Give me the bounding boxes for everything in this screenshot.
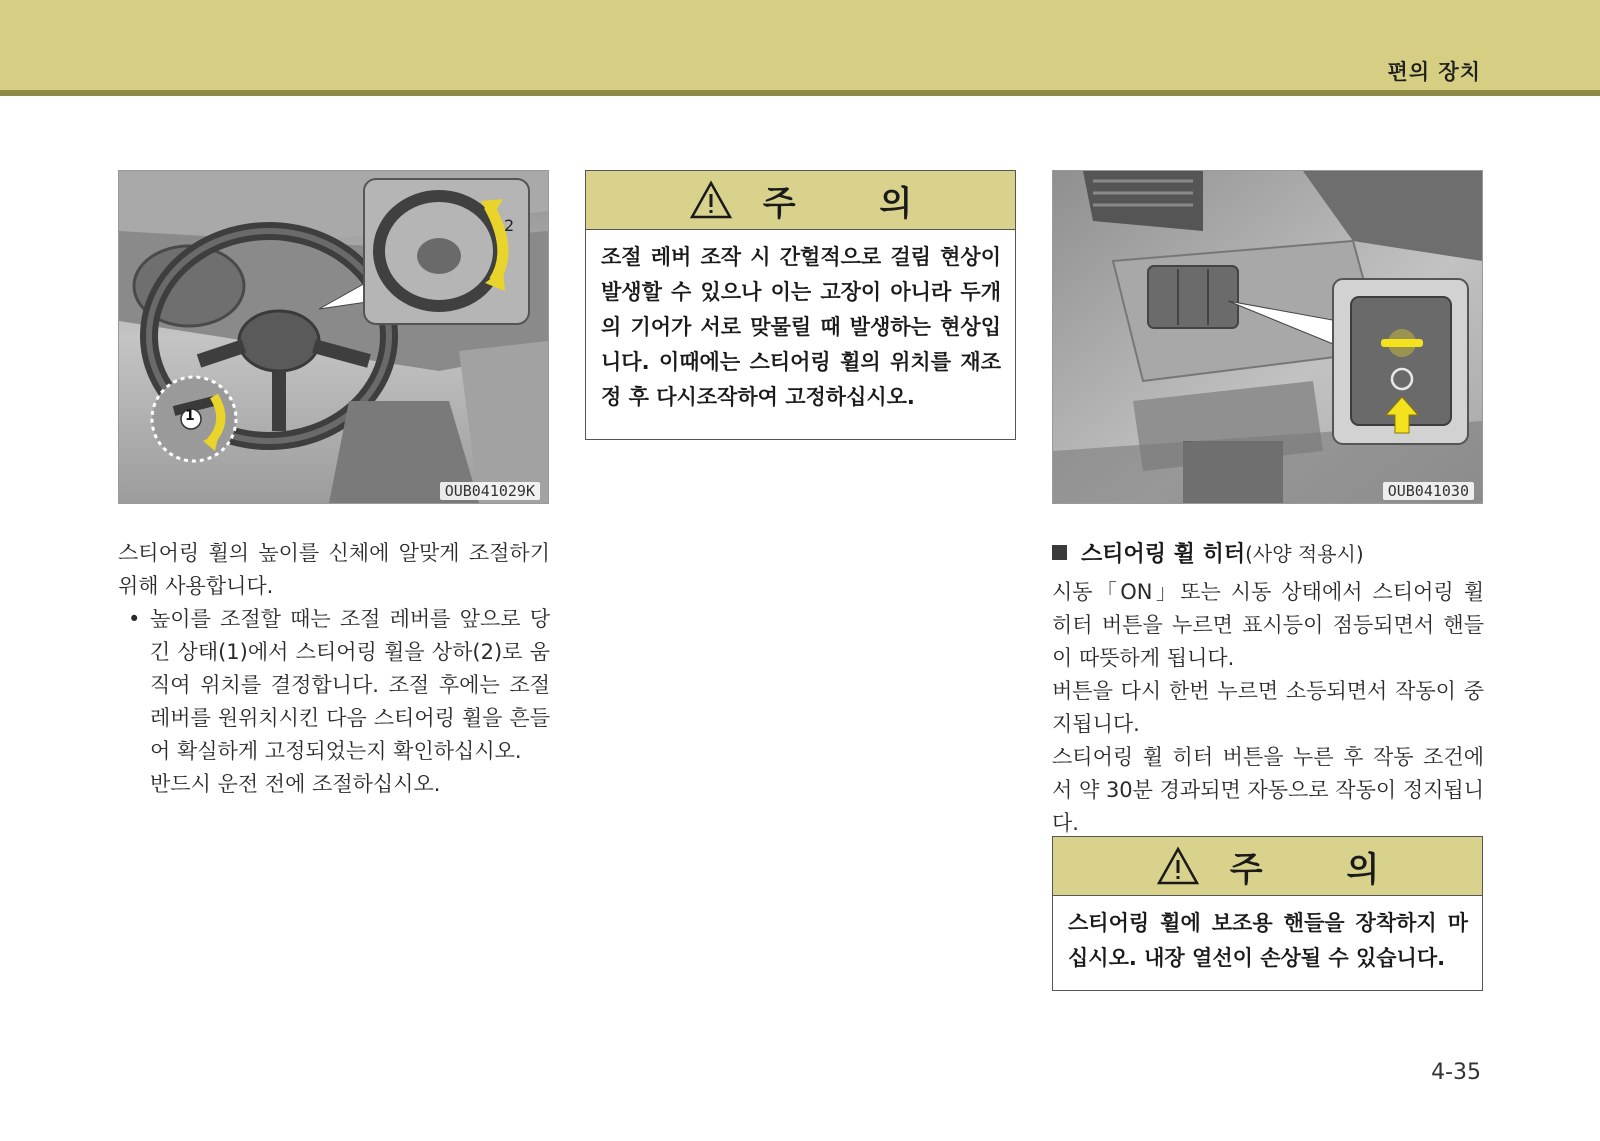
heater-description [1052,537,1484,840]
caution-title: 주 의 [762,183,949,224]
heater-button-illustration [1053,171,1482,503]
intro-paragraph: 스티어링 휠의 높이를 신체에 알맞게 조절하기 위해 사용합니다. [118,541,550,598]
caution-box-lever [585,170,1016,440]
caution-text: 스티어링 휠에 보조용 핸들을 장착하지 마십시오. 내장 열선이 손상될 수 있습니다. [1068,911,1468,970]
page-number: 4-35 [1431,1060,1481,1085]
header-band [0,0,1600,90]
warning-triangle-icon [1156,846,1200,886]
heading-square-icon [1052,545,1067,560]
caution-box-auxiliary-handle [1052,836,1483,991]
figure-code: OUB041030 [1383,482,1474,500]
callout-2-label: 2 [504,216,515,235]
note-line: 반드시 운전 전에 조절하십시오. [150,772,441,796]
steering-adjust-figure [118,170,549,504]
heater-heading [1052,537,1484,572]
heading-note: (사양 적용시) [1245,542,1364,566]
callout-1-label: 1 [185,408,195,424]
caution-text: 조절 레버 조작 시 간헐적으로 걸림 현상이 발생할 수 있으나 이는 고장이 아니라 두개의 기어가 서로 맞물릴 때 발생하는 현상입니다. 이때에는 스티어링 휠의 위치를 재조정 후 다시조작하여 고정하십시오. [601,245,1001,409]
heading-title: 스티어링 휠 히터 [1081,542,1246,567]
caution-header [1053,837,1482,896]
steering-adjust-description [118,537,550,801]
paragraph-auto-stop: 스티어링 휠 히터 버튼을 누른 후 작동 조건에서 약 30분 경과되면 자동으로 작동이 정지됩니다. [1052,745,1484,835]
paragraph-off: 버튼을 다시 한번 누르면 소등되면서 작동이 중지됩니다. [1052,679,1484,736]
caution-title: 주 의 [1229,849,1416,890]
bullet-text: 높이를 조절할 때는 조절 레버를 앞으로 당긴 상태(1)에서 스티어링 휠을 상하(2)로 움직여 위치를 결정합니다. 조절 후에는 조절 레버를 원위치시킨 다음 스티어링 휠을 흔들어 확실하게 고정되었는지 확인하십시오. [150,607,550,763]
bullet-item [118,603,550,768]
paragraph-on: 시동「ON」또는 시동 상태에서 스티어링 휠 히터 버튼을 누르면 표시등이 점등되면서 핸들이 따뜻하게 됩니다. [1052,580,1484,670]
caution-header [586,171,1015,230]
section-title: 편의 장치 [1387,60,1481,84]
bullet-mark: • [128,607,141,631]
heater-button-figure [1052,170,1483,504]
figure-code: OUB041029K [440,482,540,500]
header-rule [0,90,1600,96]
steering-adjust-illustration [119,171,548,503]
warning-triangle-icon [689,180,733,220]
